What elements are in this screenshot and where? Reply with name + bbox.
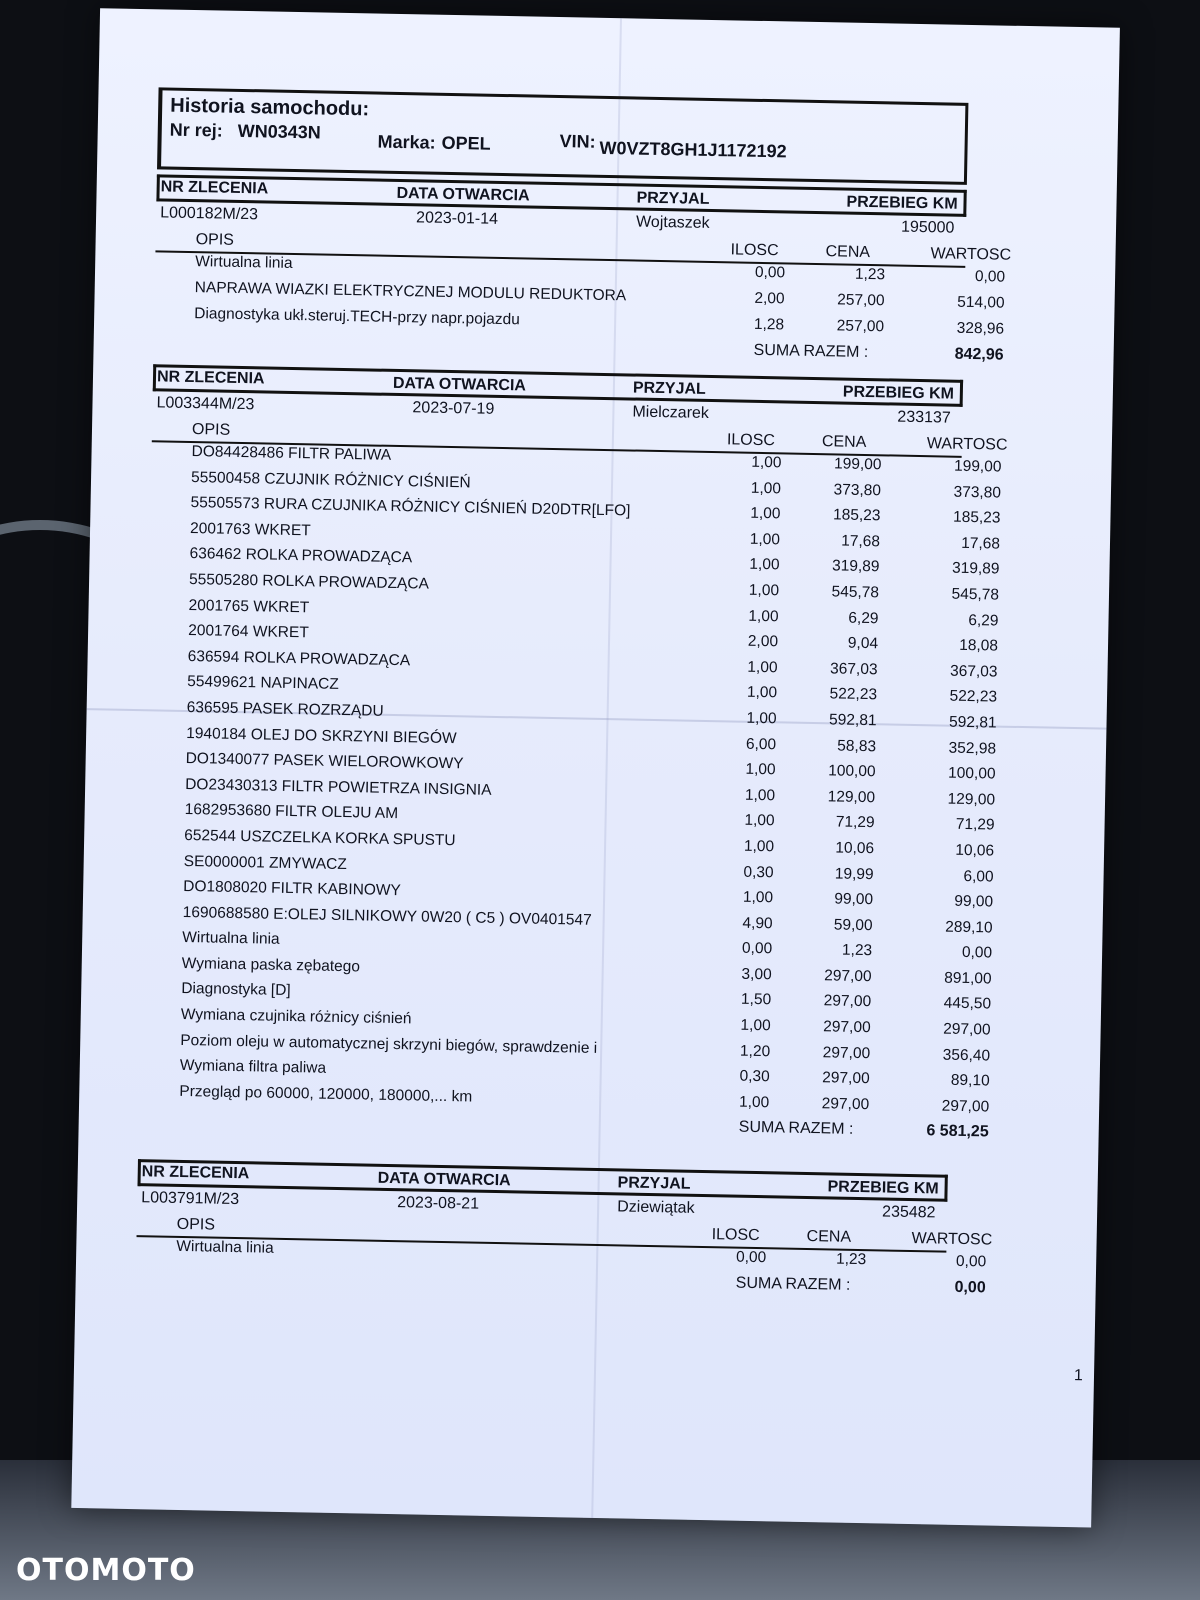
item-description: Wirtualna linia [182, 929, 280, 949]
item-value: 6,00 [963, 867, 994, 886]
item-description: Diagnostyka [D] [181, 980, 291, 1000]
order-przyjal: Mielczarek [632, 403, 710, 422]
item-price: 17,68 [841, 532, 881, 551]
item-description: 636594 ROLKA PROWADZĄCA [187, 647, 411, 670]
item-price: 522,23 [829, 685, 878, 704]
item-value: 18,08 [959, 636, 999, 655]
item-price: 373,80 [833, 480, 882, 499]
item-value: 6,29 [968, 611, 999, 630]
order-nr-label: NR ZLECENIA [156, 368, 265, 388]
item-quantity: 1,28 [753, 315, 785, 334]
item-price: 100,00 [828, 762, 876, 781]
item-description: Wymiana paska zębatego [181, 954, 361, 976]
service-order [138, 364, 1008, 1151]
order-przyjal-label: PRZYJAL [632, 379, 706, 398]
item-quantity: 0,00 [735, 1248, 767, 1267]
item-value: 445,50 [943, 995, 992, 1013]
item-quantity: 1,50 [740, 991, 772, 1009]
item-price: 1,23 [841, 941, 873, 960]
item-value: 99,00 [954, 892, 994, 911]
item-quantity: 1,00 [745, 760, 776, 779]
item-quantity: 1,00 [744, 812, 775, 830]
item-quantity: 1,00 [740, 1016, 771, 1035]
item-price: 297,00 [824, 967, 872, 986]
item-value: 328,96 [956, 319, 1005, 338]
item-quantity: 3,00 [741, 965, 772, 984]
vehicle-header [157, 87, 968, 185]
order-przyjal-label: PRZYJAL [617, 1174, 691, 1193]
item-value: 10,06 [955, 841, 995, 860]
col-opis: OPIS [176, 1215, 216, 1234]
item-value: 297,00 [943, 1020, 991, 1039]
total-label: SUMA RAZEM : [753, 341, 869, 362]
item-description: 1690688580 E:OLEJ SILNIKOWY 0W20 ( C5 ) OV0401547 [182, 903, 592, 929]
page-number: 1 [1073, 1367, 1084, 1385]
item-value: 545,78 [951, 585, 1000, 604]
order-nr: L000182M/23 [160, 204, 259, 224]
item-price: 19,99 [834, 864, 874, 883]
item-quantity: 1,00 [747, 658, 778, 677]
item-quantity: 0,30 [743, 863, 774, 881]
item-value: 891,00 [944, 969, 992, 988]
service-order [153, 174, 1012, 374]
item-price: 9,04 [847, 634, 879, 653]
item-price: 297,00 [822, 1069, 870, 1088]
vin-label: VIN: [559, 131, 596, 152]
item-price: 129,00 [827, 788, 876, 806]
order-date-label: DATA OTWARCIA [377, 1169, 511, 1190]
item-price: 99,00 [834, 890, 874, 909]
item-description: Wirtualna linia [195, 253, 293, 272]
item-description: 1940184 OLEJ DO SKRZYNI BIEGÓW [186, 724, 457, 747]
item-value: 367,03 [949, 662, 998, 681]
item-value: 522,23 [949, 687, 998, 706]
item-description: 652544 USZCZELKA KORKA SPUSTU [184, 826, 456, 850]
item-quantity: 1,00 [749, 530, 781, 549]
order-date-label: DATA OTWARCIA [392, 374, 527, 395]
item-price: 1,23 [835, 1250, 867, 1269]
item-quantity: 4,90 [742, 914, 773, 932]
item-value: 0,00 [955, 1252, 987, 1271]
item-value: 373,80 [953, 483, 1002, 502]
order-przebieg: 235482 [881, 1203, 936, 1222]
item-price: 6,29 [848, 609, 879, 627]
item-quantity: 1,00 [751, 453, 782, 472]
item-description: DO23430313 FILTR POWIETRZA INSIGNIA [185, 775, 492, 799]
item-description: Wirtualna linia [176, 1237, 274, 1257]
item-quantity: 1,00 [744, 786, 776, 805]
item-description: 636595 PASEK ROZRZĄDU [186, 698, 384, 720]
item-description: DO1808020 FILTR KABINOWY [183, 878, 402, 900]
order-przebieg-label: PRZEBIEG KM [842, 383, 955, 403]
item-description: SE0000001 ZMYWACZ [183, 852, 347, 873]
item-description: Wymiana filtra paliwa [179, 1057, 327, 1077]
col-wartosc: WARTOSC [911, 1230, 993, 1249]
order-nr-label: NR ZLECENIA [160, 178, 269, 198]
total-value: 6 581,25 [926, 1122, 989, 1141]
item-value: 356,40 [942, 1046, 991, 1065]
header-title: Historia samochodu: [170, 94, 370, 121]
order-przebieg-label: PRZEBIEG KM [827, 1178, 939, 1198]
item-quantity: 1,20 [739, 1042, 771, 1060]
order-date-label: DATA OTWARCIA [396, 184, 530, 205]
item-quantity: 1,00 [750, 504, 781, 523]
nr-rej-value: WN0343N [237, 120, 321, 143]
item-description: 2001764 WKRET [187, 622, 309, 642]
item-price: 185,23 [832, 506, 881, 525]
item-description: NAPRAWA WIAZKI ELEKTRYCZNEJ MODULU REDUKTORA [194, 279, 627, 305]
order-nr-label: NR ZLECENIA [141, 1163, 250, 1183]
col-ilosc: ILOSC [726, 431, 776, 450]
item-description: DO1340077 PASEK WIELOROWKOWY [185, 750, 464, 773]
nr-rej-label: Nr rej: [169, 119, 223, 141]
item-description: 2001765 WKRET [188, 596, 310, 616]
order-date: 2023-07-19 [412, 399, 495, 418]
total-label: SUMA RAZEM : [735, 1274, 851, 1294]
col-ilosc: ILOSC [730, 241, 779, 260]
item-description: Przegląd po 60000, 120000, 180000,... km [179, 1082, 473, 1106]
item-description: 636462 ROLKA PROWADZĄCA [189, 545, 413, 567]
item-value: 289,10 [945, 918, 993, 937]
item-description: Wymiana czujnika różnicy ciśnień [180, 1006, 412, 1028]
order-przebieg-label: PRZEBIEG KM [846, 193, 958, 213]
item-quantity: 2,00 [754, 289, 785, 308]
order-nr: L003791M/23 [141, 1189, 240, 1209]
item-price: 319,89 [831, 557, 880, 576]
col-wartosc: WARTOSC [926, 435, 1008, 454]
item-price: 257,00 [837, 291, 885, 310]
col-ilosc: ILOSC [711, 1226, 760, 1245]
item-description: Diagnostyka ukł.steruj.TECH-przy napr.pojazdu [194, 305, 521, 329]
item-description: 1682953680 FILTR OLEJU AM [184, 801, 399, 823]
total-label: SUMA RAZEM : [738, 1119, 854, 1139]
item-quantity: 1,00 [746, 684, 778, 702]
order-date: 2023-01-14 [415, 209, 499, 228]
item-value: 17,68 [961, 534, 1001, 553]
service-history-sheet [71, 8, 1120, 1527]
item-value: 199,00 [953, 457, 1002, 476]
item-quantity: 1,00 [742, 888, 774, 907]
item-value: 89,10 [950, 1071, 990, 1090]
item-value: 352,98 [948, 739, 997, 758]
item-quantity: 1,00 [748, 581, 780, 600]
col-opis: OPIS [191, 421, 231, 439]
item-quantity: 1,00 [748, 607, 779, 625]
item-quantity: 0,00 [754, 263, 786, 282]
col-opis: OPIS [195, 231, 235, 249]
item-price: 199,00 [833, 455, 882, 474]
otomoto-logo: OTOMOTO [16, 1553, 196, 1588]
col-cena: CENA [806, 1228, 852, 1246]
item-value: 129,00 [947, 790, 996, 809]
total-value: 842,96 [954, 345, 1004, 364]
item-value: 100,00 [947, 764, 996, 783]
item-price: 71,29 [835, 813, 875, 832]
item-value: 0,00 [974, 268, 1006, 286]
vin-value: W0VZT8GH1J1172192 [599, 137, 787, 162]
item-price: 297,00 [823, 1018, 871, 1037]
marka-value: OPEL [441, 132, 491, 154]
item-price: 297,00 [822, 1043, 871, 1062]
order-przebieg: 195000 [900, 218, 955, 237]
item-value: 514,00 [957, 293, 1005, 312]
item-description: DO84428486 FILTR PALIWA [191, 443, 392, 464]
item-quantity: 0,30 [739, 1067, 770, 1086]
item-price: 10,06 [835, 839, 875, 858]
item-quantity: 1,00 [746, 709, 777, 728]
marka-label: Marka: [377, 131, 436, 153]
item-price: 592,81 [828, 711, 877, 730]
item-price: 59,00 [833, 916, 873, 934]
order-przyjal: Dziewiątak [617, 1198, 695, 1217]
item-value: 319,89 [951, 560, 1000, 578]
col-cena: CENA [821, 433, 867, 451]
item-quantity: 0,00 [741, 939, 773, 958]
col-wartosc: WARTOSC [930, 245, 1012, 264]
item-description: 55505280 ROLKA PROWADZĄCA [188, 570, 430, 593]
item-value: 297,00 [941, 1097, 990, 1116]
item-description: Poziom oleju w automatycznej skrzyni biegów, sprawdzenie i [180, 1031, 598, 1057]
item-description: 55505573 RURA CZUJNIKA RÓŻNICY CIŚNIEŃ D20DTR[LFO] [190, 494, 631, 520]
item-value: 0,00 [961, 944, 993, 962]
item-quantity: 6,00 [745, 735, 777, 753]
item-value: 71,29 [955, 816, 995, 834]
item-description: 2001763 WKRET [189, 519, 311, 540]
item-quantity: 1,00 [738, 1093, 770, 1112]
item-price: 58,83 [837, 737, 877, 755]
item-price: 297,00 [821, 1095, 870, 1114]
item-quantity: 1,00 [749, 556, 780, 574]
service-order [135, 1159, 993, 1307]
item-price: 367,03 [829, 660, 878, 679]
col-cena: CENA [825, 243, 871, 262]
item-value: 592,81 [948, 713, 997, 732]
order-przyjal-label: PRZYJAL [636, 189, 710, 208]
order-przyjal: Wojtaszek [635, 213, 710, 232]
item-description: 55500458 CZUJNIK RÓŻNICY CIŚNIEŃ [190, 468, 471, 492]
total-value: 0,00 [954, 1278, 986, 1297]
item-value: 185,23 [952, 508, 1001, 527]
order-przebieg: 233137 [897, 408, 951, 427]
item-quantity: 1,00 [743, 837, 775, 856]
item-quantity: 2,00 [747, 632, 779, 651]
order-nr: L003344M/23 [156, 394, 255, 414]
item-quantity: 1,00 [750, 479, 782, 497]
item-price: 545,78 [831, 583, 880, 602]
item-price: 297,00 [823, 992, 872, 1011]
item-description: 55499621 NAPINACZ [187, 673, 339, 694]
item-price: 257,00 [836, 317, 885, 336]
item-price: 1,23 [854, 265, 886, 284]
order-date: 2023-08-21 [397, 1194, 480, 1213]
